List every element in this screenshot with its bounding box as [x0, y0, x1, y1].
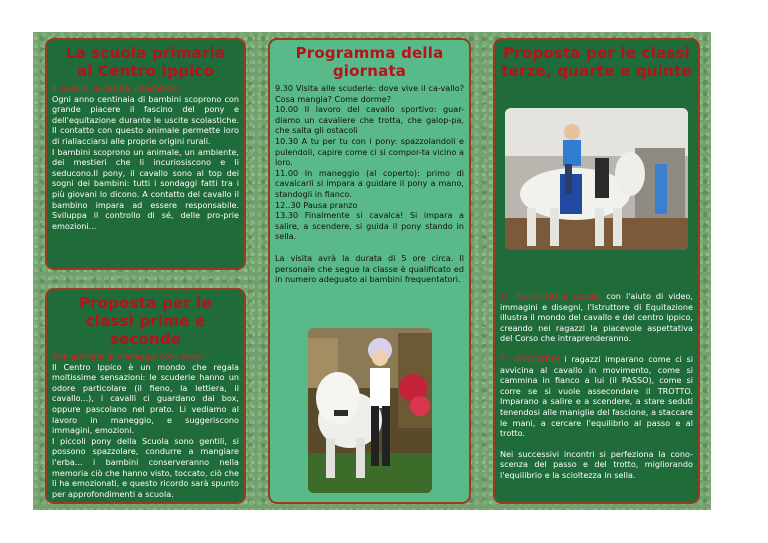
intro-title: La scuola primaria al Centro Ippico — [65, 44, 226, 80]
incontro-1-text: con l'aiuto di video, immagini e disegni, l'Istruttore di Equitazione illustra il mondo del cavallo e del centro ippico, creando nei ragazzi la piacevole aspettativa del Corso che intraprenderanno. — [500, 291, 694, 344]
intro-paragraph-1: Ogni anno centinaia di bambini scoprono con grande piacere il fascino del pony e dell'equitazione durante le uscite scolastiche. Il contatto con questo animale permette loro di riallacciarsi alle proprie origini rurali. — [52, 93, 239, 146]
intro-paragraph-2: I bambini scoprono un animale, un ambiente, dei mestieri che li incuriosiscono e li seducono.Il pony, il cavallo sono al top dei sogni dei bambini: tutti i sondaggi fatti tra i più giovani lo dicono. A contatto del cavallo il bambino impara ad essere responsabile. Sviluppa il controllo di sé, delle pro-prie emozioni... — [52, 146, 239, 231]
program-panel — [268, 38, 471, 504]
intro-body — [52, 83, 239, 231]
program-title: Programma della giornata — [295, 44, 444, 80]
first-second-grade-body — [52, 351, 239, 499]
first-second-grade-panel — [45, 288, 246, 504]
third-fifth-grade-title: Proposta per le classi terze, quarte e quinte — [501, 44, 692, 80]
first-second-grade-paragraph-2: I piccoli pony della Scuola sono gentili, si possono spazzolare, condurre a mangiare l'erba... i bambini conserveranno nella memoria ciò che hanno visto, toccato, ciò che li ha emozionati, e questo ricordo sarà spunto per approfondimenti a scuola. — [52, 435, 239, 499]
program-note: La visita avrà la durata di 5 ore circa. Il personale che segue la classe è qualificato ed in numero adeguato ai bambini frequentatori. — [275, 252, 464, 285]
incontro-2 — [500, 354, 693, 439]
incontro-2-label: 2° INCONTRO: — [500, 353, 560, 364]
first-second-grade-paragraph-1: Il Centro Ippico è un mondo che regala moltissime sensazioni: le scuderie hanno un odore particolare (il fieno, la lettiera, il cavallo...), i cavalli ci guardano dai box, oppure pascolano nel prato. Li vediamo al lavoro in maneggio, e suggeriscono immagini, emozioni. — [52, 361, 239, 436]
program-schedule: 9.30 Visita alle scuderie: dove vive il ca-vallo? Cosa mangia? Come dorme? 10.00 Il lavoro del cavallo sportivo: guar-diamo un cavaliere che trotta, che galop-pa, che salta gli ostacoli 10.30 A tu per tu con i pony: spazzolandoli e pulendoli, capire come ci si compor-ta vicino a loro. 11.00 In maneggio (al coperto): primo di cavalcarli si impara a guidare il pony a mano, standogli in fianco. 12..30 Pausa pranzo 13.30 Finalmente si cavalca! Si impara a salire, a scendere, si guida il pony stando in sella. — [275, 83, 464, 242]
incontro-1 — [500, 291, 693, 344]
third-fifth-grade-body — [500, 291, 693, 481]
child-with-pony-image — [308, 328, 432, 493]
horse-riding-photo — [505, 108, 688, 250]
incontro-1-label: 1° INCONTRO a scuola: — [500, 291, 602, 301]
first-second-grade-subtitle: Una giornata al maneggio con i pony! — [52, 351, 205, 361]
first-second-grade-title: Proposta per le classi prime e seconde — [78, 294, 213, 348]
brochure-sheet — [33, 32, 711, 510]
child-riding-horse-image — [505, 108, 688, 250]
intro-panel — [45, 38, 246, 270]
intro-subtitle: Il cavallo, la natura, il bambino. — [52, 83, 180, 93]
closing-paragraph: Nei successivi incontri si perfeziona la cono-scenza del passo e del trotto, migliorando l'equilibrio e la scioltezza in sella. — [500, 448, 693, 480]
third-fifth-grade-panel — [493, 38, 700, 504]
incontro-2-text: i ragazzi imparano come ci si avvicina al cavallo in movimento, come si cammina in fianco a lui (il PASSO), come si corre se si vuole assecondare il TROTTO. Imparano a salire e a scendere, a stare seduti tenendosi alle maniglie del fascione, a staccare le mani, a cercare l'equilibrio al passo e al trotto. — [500, 353, 693, 439]
pony-photo — [308, 328, 432, 493]
